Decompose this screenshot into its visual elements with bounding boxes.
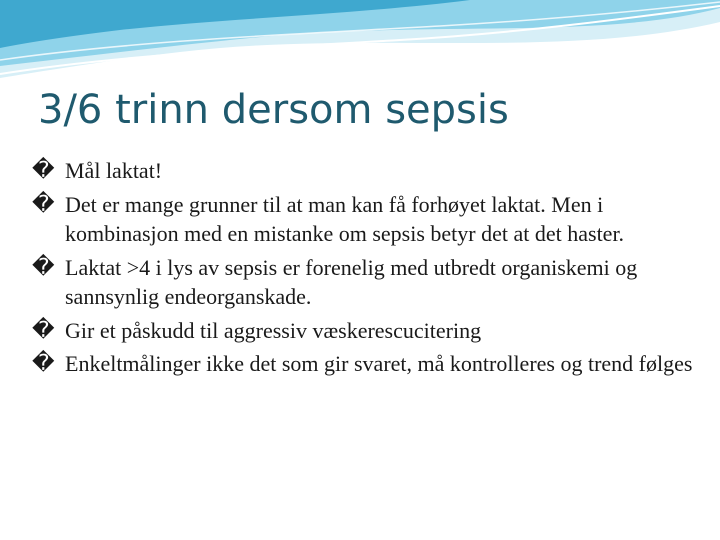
header-wave-decoration [0, 0, 720, 90]
bullet-marker-icon: � [32, 191, 55, 217]
bullet-item [32, 316, 702, 346]
bullet-text: Gir et påskudd til aggressiv væskerescucitering [65, 317, 482, 343]
bullet-marker-icon: � [32, 317, 55, 343]
bullet-text: Laktat >4 i lys av sepsis er forenelig med utbredt organiskemi og sannsynlig endeorganskade. [65, 254, 638, 309]
bullet-marker-icon: � [32, 351, 55, 376]
bullet-marker-icon: � [32, 158, 55, 183]
bullet-item [32, 156, 702, 186]
bullet-item [32, 253, 702, 312]
bullet-list [32, 156, 702, 383]
bullet-item [32, 349, 702, 379]
bullet-text: Det er mange grunner til at man kan få forhøyet laktat. Men i kombinasjon med en mistanke om sepsis betyr det at det haster. [65, 191, 625, 246]
bullet-text: Mål laktat! [65, 158, 163, 183]
slide-title: 3/6 trinn dersom sepsis [38, 87, 509, 133]
bullet-marker-icon: � [32, 254, 55, 280]
bullet-text: Enkeltmålinger ikke det som gir svaret, må kontrolleres og trend følges [65, 351, 693, 376]
bullet-item [32, 190, 702, 249]
